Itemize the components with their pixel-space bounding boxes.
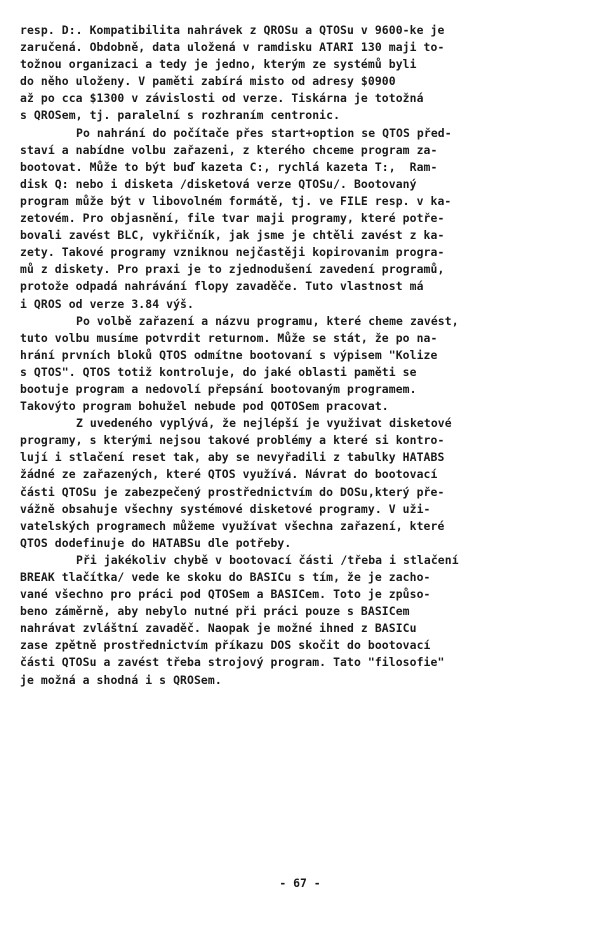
text-line: části QTOSu je zabezpečený prostřednictvím do DOSu,který pře- bbox=[20, 484, 445, 499]
text-line: BREAK tlačítka/ vede ke skoku do BASICu s tím, že je zacho- bbox=[20, 570, 431, 584]
paragraph-1 bbox=[20, 22, 580, 125]
text-line: bovali zavést BLC, vykřičník, jak jsme je chtěli zavést z ka- bbox=[20, 228, 445, 243]
text-line: protože odpadá nahrávání flopy zavaděče. Tuto vlastnost má bbox=[20, 279, 424, 294]
text-line: Po nahrání do počítače přes start+option se QTOS před- bbox=[76, 125, 452, 140]
text-line: beno záměrně, aby nebylo nutné při práci pouze s BASICem bbox=[20, 604, 410, 619]
text-line: části QTOSu a zavést třeba strojový program. Tato "filosofie" bbox=[20, 655, 445, 670]
text-line: zaručená. Obdobně, data uložená v ramdisku ATARI 130 maji to- bbox=[20, 40, 445, 55]
text-line: vatelských programech můžeme využívat všechna zařazení, které bbox=[20, 518, 445, 533]
text-line: program může být v libovolném formátě, tj. ve FILE resp. v ka- bbox=[20, 193, 452, 208]
text-line: lují i stlačení reset tak, aby se nevyřadili z tabulky HATABS bbox=[20, 450, 445, 465]
text-line: je možná a shodná i s QROSem. bbox=[20, 672, 222, 687]
text-line: Po volbě zařazení a názvu programu, které cheme zavést, bbox=[76, 313, 459, 328]
text-line: bootuje program a nedovolí přepsání bootovaným programem. bbox=[20, 381, 417, 396]
text-line: mů z diskety. Pro praxi je to zjednodušení zavedení programů, bbox=[20, 262, 445, 277]
text-line: resp. D:. Kompatibilita nahrávek z QROSu a QTOSu v 9600-ke je bbox=[20, 23, 445, 37]
text-line: hrání prvních bloků QTOS odmítne bootovaní s výpisem "Kolize bbox=[20, 347, 438, 362]
text-line: Při jakékoliv chybě v bootovací části /třeba i stlačení bbox=[76, 552, 459, 567]
text-line: vážně obsahuje všechny systémové disketové programy. V uži- bbox=[20, 501, 431, 516]
text-line: s QROSem, tj. paralelní s rozhraním centronic. bbox=[20, 108, 341, 123]
text-line: až po cca $1300 v závislosti od verze. Tiskárna je totožná bbox=[20, 91, 424, 106]
text-line: QTOS dodefinuje do HATABSu dle potřeby. bbox=[20, 535, 292, 550]
text-line: vané všechno pro práci pod QTOSem a BASICem. Toto je způso- bbox=[20, 587, 431, 602]
page-number: - 67 - bbox=[279, 876, 321, 890]
document-page bbox=[20, 22, 580, 689]
paragraph-4 bbox=[20, 415, 580, 552]
text-line: Takovýto program bohužel nebude pod QOTOSem pracovat. bbox=[20, 399, 389, 414]
paragraph-2 bbox=[20, 125, 580, 313]
text-line: bootovat. Může to být buď kazeta C:, rychlá kazeta T:, Ram- bbox=[20, 159, 438, 174]
text-line: žádné ze zařazených, které QTOS využívá. Návrat do bootovací bbox=[20, 467, 438, 482]
text-line: disk Q: nebo i disketa /disketová verze QTOSu/. Bootovaný bbox=[20, 176, 417, 191]
text-line: staví a nabídne volbu zařazeni, z kterého chceme program za- bbox=[20, 142, 438, 157]
paragraph-5 bbox=[20, 552, 580, 689]
text-line: tuto volbu musíme potvrdit returnom. Může se stát, že po na- bbox=[20, 330, 438, 345]
text-line: s QTOS". QTOS totiž kontroluje, do jaké oblasti paměti se bbox=[20, 364, 417, 379]
text-line: zase zpětně prostřednictvím příkazu DOS skočit do bootovací bbox=[20, 638, 431, 653]
text-line: nahrávat zvláštní zavaděč. Naopak je možné ihned z BASICu bbox=[20, 621, 417, 636]
text-line: i QROS od verze 3.84 výš. bbox=[20, 296, 194, 311]
paragraph-3 bbox=[20, 313, 580, 416]
text-line: Z uvedeného vyplývá, že nejlépší je využivat disketové bbox=[76, 416, 452, 431]
text-line: do něho uloženy. V paměti zabírá misto od adresy $0900 bbox=[20, 74, 396, 89]
text-line: zety. Takové programy vzniknou nejčastěji kopirovanim progra- bbox=[20, 245, 445, 260]
text-line: zetovém. Pro objasnění, file tvar maji programy, které potře- bbox=[20, 211, 445, 226]
text-line: programy, s kterými nejsou takové problémy a které si kontro- bbox=[20, 433, 445, 448]
text-line: tožnou organizaci a tedy je jedno, kterým ze systémů byli bbox=[20, 57, 417, 72]
